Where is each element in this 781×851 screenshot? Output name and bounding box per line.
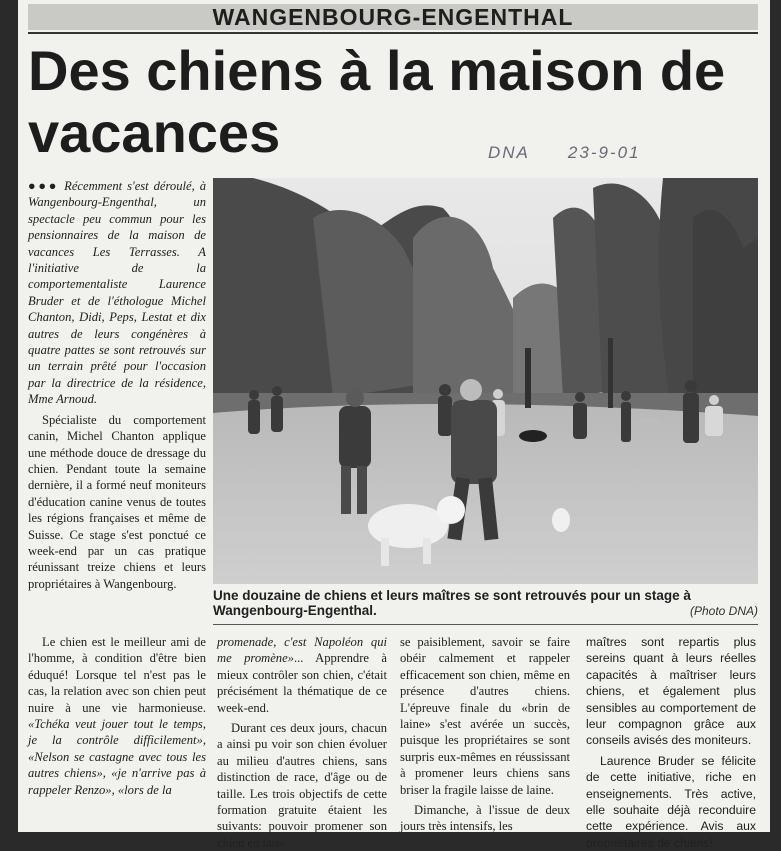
kicker-rule (28, 32, 758, 34)
newspaper-clipping (18, 0, 770, 850)
body-paragraph (28, 634, 206, 798)
body-paragraph: Spécialiste du comportement canin, Michel Chanton applique une méthode douce de dressage du chien. Pendant toute la semaine dernière, il a formé neuf moniteurs d'éducation canine venus de toutes les régions françaises et même de Suisse. Ce stage s'est ponctué ce week-end par un cas pratique réunissant treize chiens et leurs propriétaires à Wangenbourg. (28, 412, 206, 591)
body-paragraph: Dimanche, à l'issue de deux jours très intensifs, les (400, 803, 570, 834)
body-text: Le chien est le meilleur ami de l'homme, à condition d'être bien éduqué! Lorsque tel n'est pas le cas, la relation avec son chien peut nuire à une vie harmonieuse. (28, 635, 206, 715)
article-column-3 (400, 634, 570, 835)
body-text: ... Apprendre à mieux contrôler son chien, c'était précisément la thématique de ce week-end. (217, 651, 387, 715)
body-paragraph: Durant ces deux jours, chacun a ainsi pu voir son chien évoluer au milieu d'autres chiens, sans distinction de race, d'âge ou de taille. Les trois objectifs de cette formation gratuite étaient les suivants: pouvoir promener son chien en lais- (217, 721, 387, 850)
section-kicker (28, 4, 758, 30)
handwritten-date-stamp (488, 143, 641, 163)
article-column-1 (28, 178, 206, 592)
body-paragraph: Laurence Bruder se félicite de cette initiative, riche en enseignements. Très active, elle souhaite déjà reconduire cette expérience. Avis aux propriétaires de chiens! (586, 753, 756, 850)
photo-caption: Une douzaine de chiens et leurs maîtres se sont retrouvés pour un stage à Wangenbourg-Engenthal. (213, 588, 691, 618)
body-paragraph (217, 634, 387, 716)
lead-text: Récemment s'est déroulé, à Wangenbourg-Engenthal, un spectacle peu commun pour les pensionnaires de la maison de vacances Les Terrasses. A l'initiative de la comportementaliste Laurence Bruder et de l'éthologue Michel Chanton, Didi, Peps, Lestat et dix autres de leurs congénères à quatre pattes se sont retrouvés sur un terrain prêté pour l'occasion par la directrice de la résidence, Mme Arnoud. (28, 179, 206, 407)
owner-quotes: «Tchéka veut jouer tout le temps, je la contrôle difficilement», «Nelson se castagne avec tous les autres chiens», «je n'arrive pas à rappeler Renzo», «lors de la (28, 717, 206, 797)
kicker-text: WANGENBOURG-ENGENTHAL (212, 4, 574, 30)
body-paragraph: se paisiblement, savoir se faire obéir calmement et rappeler efficacement son chien, même en présence d'autres chiens. L'épreuve finale du «brin de laine» s'est avérée un succès, puisque les propriétaires se sont surpris eux-mêmes en réussissant à promener leurs chiens sans briser la fragile laisse de laine. (400, 635, 570, 797)
lead-bullets: ●●● (28, 179, 60, 193)
news-photo (213, 178, 758, 584)
stamp-date: 23-9-01 (567, 143, 641, 162)
owner-quote: promenade, c'est Napoléon qui me promène» (217, 635, 387, 666)
article-column-4 (586, 634, 756, 851)
caption-rule (213, 624, 758, 625)
photo-credit: (Photo DNA) (689, 604, 758, 618)
body-paragraph: maîtres sont repartis plus sereins quant à leurs réelles capacités à maîtriser leurs chiens, et également plus sensibles au comportement de leur compagnon grâce aux conseils avisés des moniteurs. (586, 635, 756, 748)
article-column-2 (217, 634, 387, 851)
stamp-source: DNA (488, 143, 530, 162)
headline: Des chiens à la maison de vacances (28, 39, 726, 164)
article-column-1-lower (28, 634, 206, 798)
lead-paragraph (28, 178, 206, 408)
